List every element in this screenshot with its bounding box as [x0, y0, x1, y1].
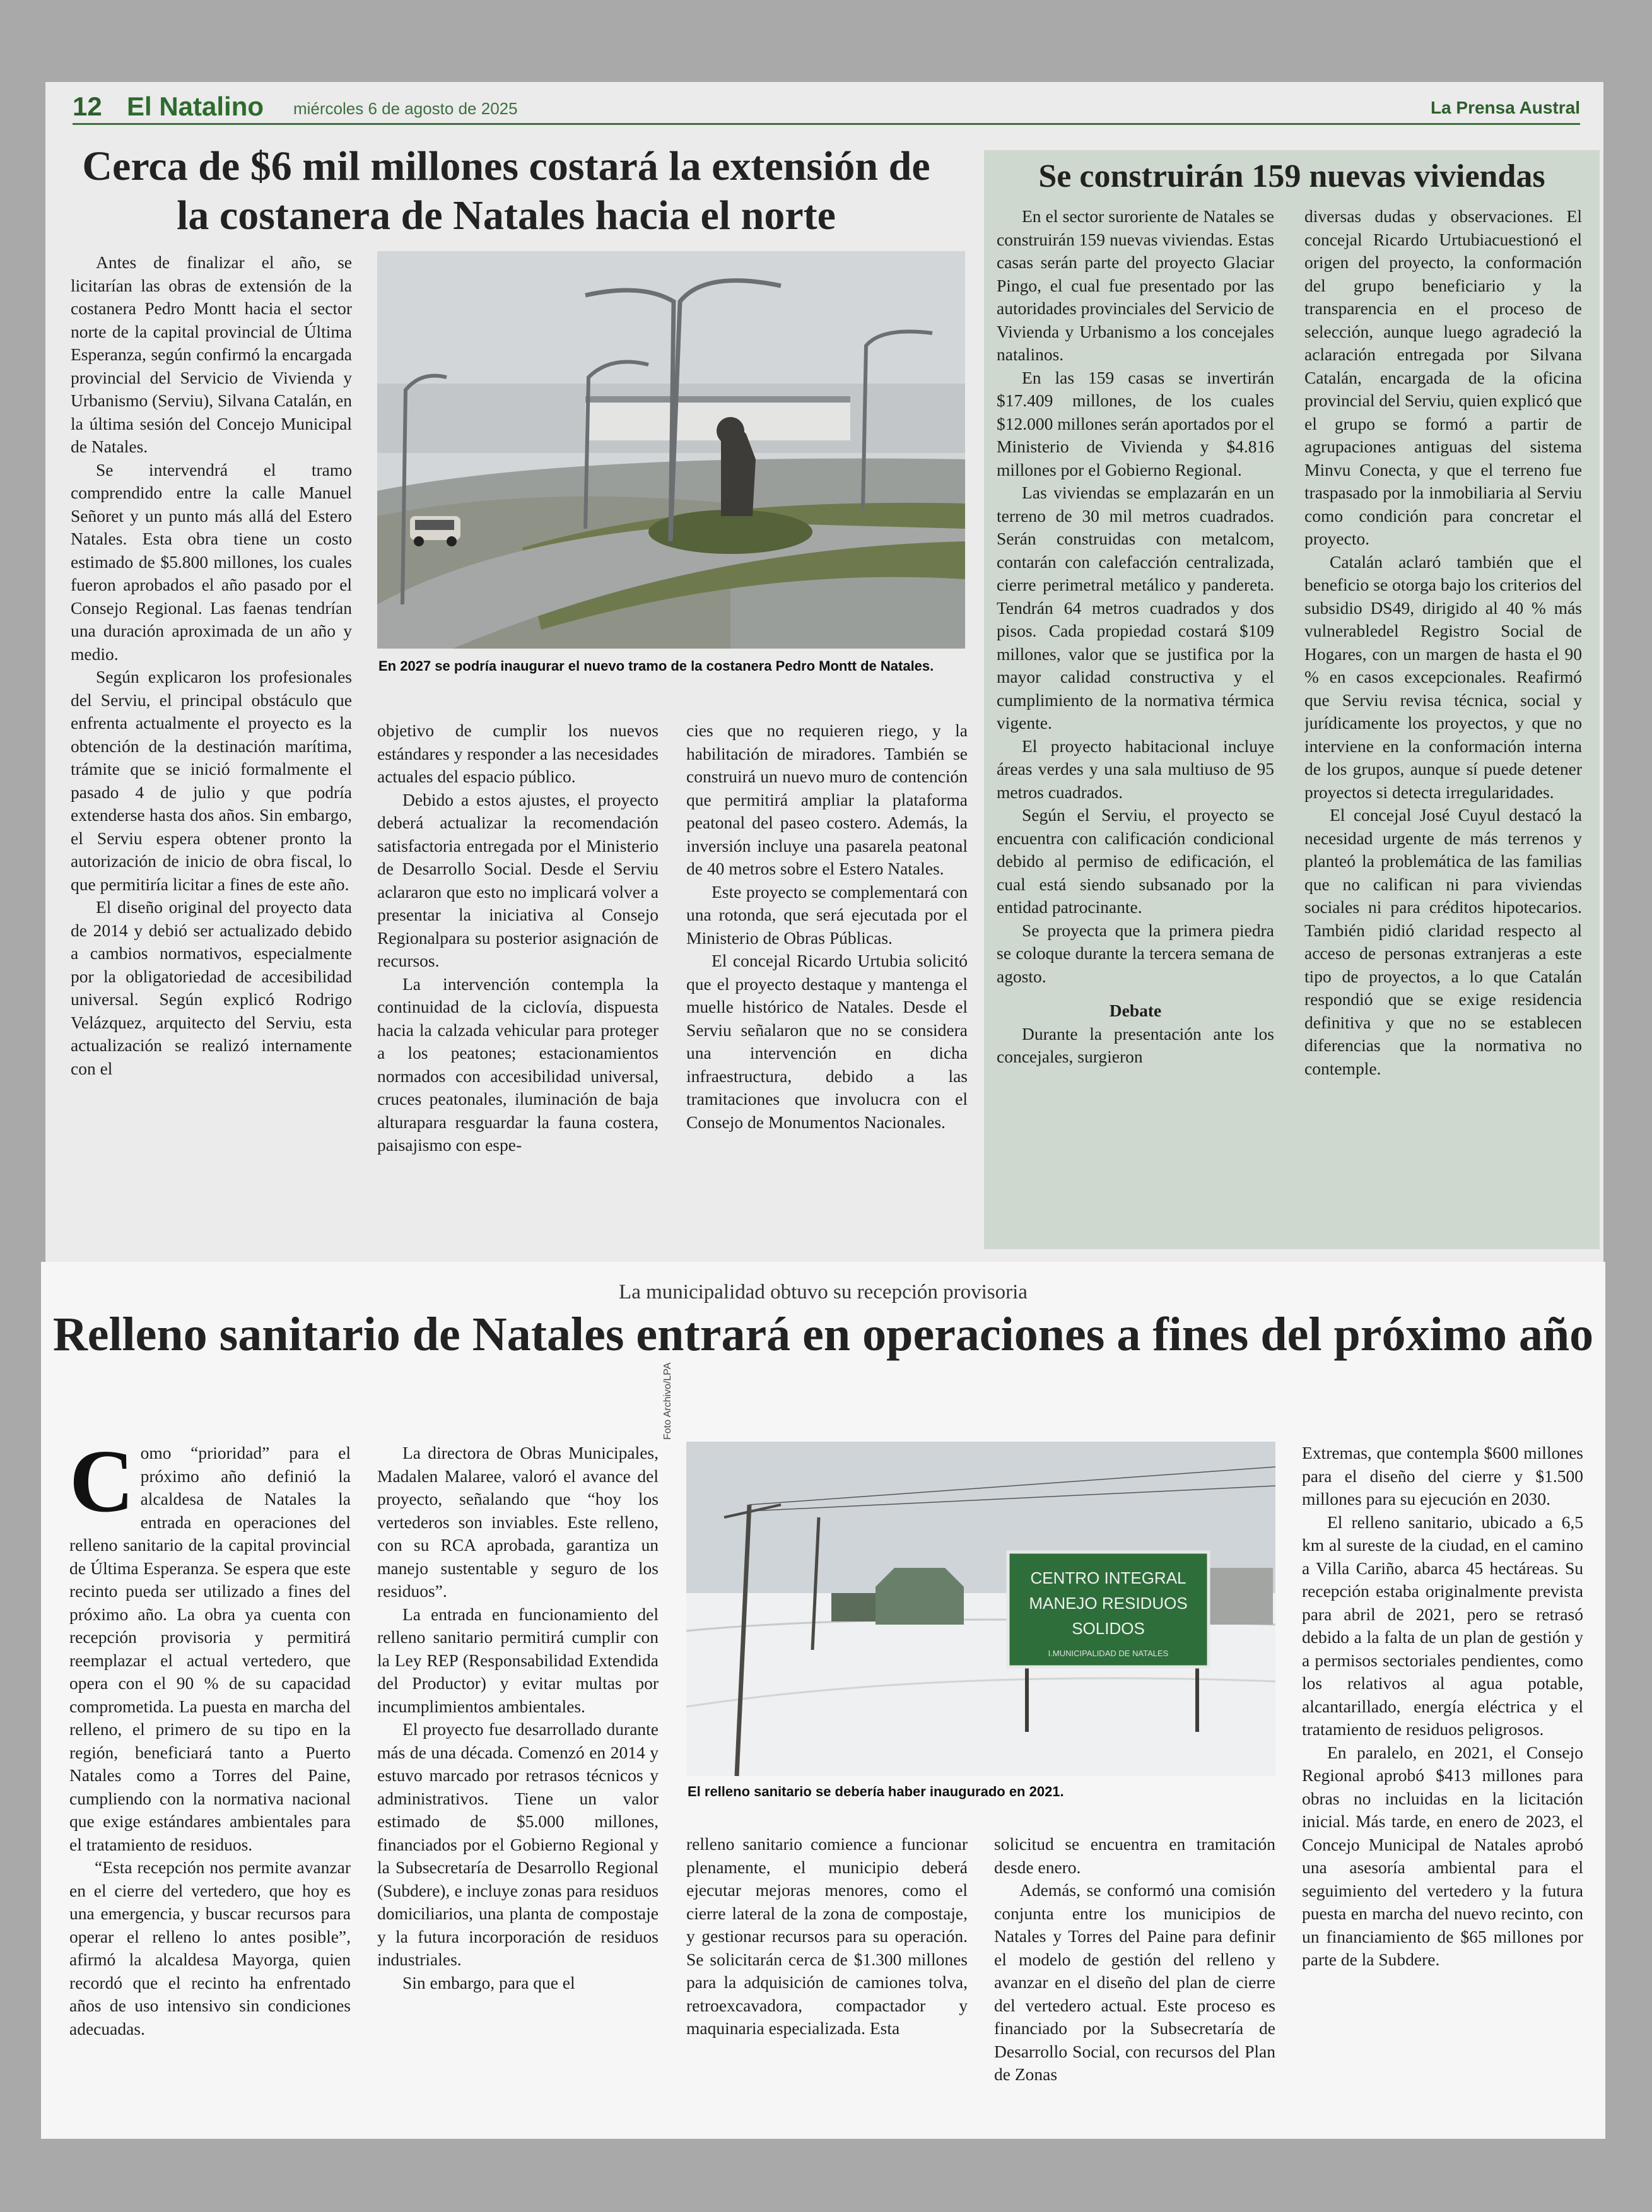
article3-column-1 — [69, 1442, 351, 2133]
article3-column-5 — [1302, 1442, 1583, 2133]
page-folio — [73, 91, 1580, 125]
article3-paragraph: En paralelo, en 2021, el Consejo Regional aprobó $413 millones para obras no incluidas en la licitación inicial. Más tarde, en enero de 2023, el Concejo Municipal de Natales aprobó una asesoría ambiental para el seguimiento del vertedero y la futura puesta en marcha del nuevo recinto, con un financiamiento de $65 millones por parte de la Subdere. — [1302, 1742, 1583, 1969]
section-name: El Natalino — [127, 91, 264, 121]
article3-kicker: La municipalidad obtuvo su recepción provisoria — [619, 1281, 1028, 1303]
article2-paragraph: En el sector suroriente de Natales se construirán 159 nuevas viviendas. Estas casas serán parte del proyecto Glaciar Pingo, el cual fue presentado por las autoridades provinciales del Servicio de Vivienda y Urbanismo a los concejales natalinos. — [997, 206, 1274, 364]
article3-headline: Relleno sanitario de Natales entrará en operaciones a fines del próximo año — [52, 1308, 1594, 1361]
article2-paragraph: El proyecto habitacional incluye áreas verdes y una sala multiuso de 95 metros cuadrados. — [997, 736, 1274, 802]
issue-date: miércoles 6 de agosto de 2025 — [293, 99, 518, 118]
article3-column-4 — [994, 1833, 1275, 2136]
article1-column-3 — [686, 719, 968, 1256]
article3-photo-caption: El relleno sanitario se debería haber inaugurado en 2021. — [688, 1784, 1064, 1799]
article3-paragraph: relleno sanitario comience a funcionar plenamente, el municipio deberá ejecutar mejoras menores, como el cierre lateral de la zona de compostaje, y gestionar recursos para su operación. Se solicitarán cerca de $1.300 millones para la adquisición de camiones tolva, retroexcavadora, compactador y maquinaria especializada. Esta — [686, 1834, 968, 2038]
article2-paragraph: Durante la presentación ante los concejales, surgieron — [997, 1023, 1274, 1066]
article2-paragraph: diversas dudas y observaciones. El concejal Ricardo Urtubiacuestionó el origen del proyecto, la conformación del grupo beneficiario y la transparencia en el proceso de selección, aunque luego agradeció la aclaración entregada por Silvana Catalán, encargada de la oficina provincial del Serviu, quien explicó que el grupo se formó a partir de agrupaciones antiguas del sistema Minvu Conecta, y que el terreno fue traspasado por la inmobiliaria al Serviu como condición para concretar el proyecto. — [1304, 206, 1582, 548]
article2-subhead: Debate — [1109, 1001, 1162, 1020]
article3-paragraph: El proyecto fue desarrollado durante más de una década. Comenzó en 2014 y estuvo marcado por retrasos técnicos y administrativos. Tiene un valor estimado de $5.000 millones, financiados por el Gobierno Regional y la Subsecretaría de Desarrollo Regional (Subdere), e incluye zonas para residuos domiciliarios, una planta de compostaje y la futura incorporación de residuos industriales. — [377, 1719, 659, 1969]
article3-paragraph: solicitud se encuentra en tramitación desde enero. — [994, 1834, 1275, 1877]
article2-column-1 — [997, 205, 1274, 1249]
article2-paragraph: Según el Serviu, el proyecto se encuentra con calificación condicional debido al permiso de edificación, el cual está siendo subsanado por la entidad patrocinante. — [997, 805, 1274, 917]
article1-paragraph: objetivo de cumplir los nuevos estándares y responder a las necesidades actuales del espacio público. — [377, 721, 659, 786]
article3-paragraph: “Esta recepción nos permite avanzar en el cierre del vertedero, que hoy es una emergencia, y buscar recursos para operar el relleno lo antes posible”, afirmó la alcaldesa Mayorga, quien recordó que el recinto ha enfrentado años de uso intensivo sin condiciones adecuadas. — [69, 1857, 351, 2038]
article3-paragraph: Además, se conformó una comisión conjunta entre los municipios de Natales y Torres del Paine para definir el modelo de gestión del relleno y avanzar en el diseño del plan de cierre del vertedero actual. Este proceso es financiado por la Subsecretaría de Desarrollo Social, con recursos del Plan de Zonas — [994, 1880, 1275, 2084]
article1-paragraph: Se intervendrá el tramo comprendido entre la calle Manuel Señoret y un punto más allá del Estero Natales. Esta obra tiene un costo estimado de $5.800 millones, los cuales fueron aprobados el año pasado por el Consejo Regional. Las faenas tendrían una duración aproximada de un año y medio. — [71, 459, 352, 664]
article2-paragraph: Se proyecta que la primera piedra se coloque durante la tercera semana de agosto. — [997, 920, 1274, 986]
sign-line-3: SOLIDOS — [1072, 1619, 1145, 1638]
article1-paragraph: La intervención contempla la continuidad de la ciclovía, dispuesta hacia la calzada vehicular para proteger a los peatones; estacionamientos normados con accesibilidad universal, cruces peatonales, iluminación de baja alturapara resguardar la fauna costera, paisajismo con espe- — [377, 974, 659, 1155]
article3-photo-credit: Foto Archivo/LPA — [662, 1362, 673, 1440]
article3-paragraph: El relleno sanitario, ubicado a 6,5 km al sureste de la ciudad, en el camino a Villa Cariño, abarca 45 hectáreas. Su recepción estaba originalmente prevista para abril de 2021, pero se retrasó debido a la falta de un plan de gestión y a permisos sectoriales pendientes, como los relativos al agua potable, alcantarillado, energía eléctrica y el tratamiento de residuos peligrosos. — [1302, 1512, 1583, 1739]
sign-line-1: CENTRO INTEGRAL — [1030, 1568, 1186, 1587]
sign-line-2: MANEJO RESIDUOS — [1029, 1594, 1188, 1613]
article1-photo — [377, 251, 965, 649]
article1-paragraph: El concejal Ricardo Urtubia solicitó que el proyecto destaque y mantenga el muelle histórico de Natales. Desde el Serviu señalaron que no se considera una intervención en dicha infraestructura, debido a las tramitaciones que involucra con el Consejo de Monumentos Nacionales. — [686, 951, 968, 1132]
article1-paragraph: Este proyecto se complementará con una rotonda, que será ejecutada por el Ministerio de Obras Públicas. — [686, 881, 968, 948]
article1-column-2 — [377, 719, 659, 1256]
sign-line-4: I.MUNICIPALIDAD DE NATALES — [1048, 1649, 1169, 1658]
article2-paragraph: Las viviendas se emplazarán en un terreno de 30 mil metros cuadrados. Serán construidas con metalcom, contarán con calefacción centralizada, cierre perimetral metálico y pandereta. Tendrán 64 metros cuadrados y dos pisos. Cada propiedad costará $109 millones, valor que se justifica por la mayor calidad constructiva y el cumplimiento de la normativa térmica vigente. — [997, 483, 1274, 732]
article2-paragraph: El concejal José Cuyul destacó la necesidad urgente de más terrenos y planteó la problemática de las familias que no califican ni para viviendas sociales ni para créditos hipotecarios. También pidió claridad respecto al acceso de personas extranjeras a este tipo de proyectos, a lo que Catalán respondió que se exige residencia definitiva y que no se establecen diferencias que la normativa no contemple. — [1304, 805, 1582, 1078]
article3-dropcap: C — [69, 1442, 134, 1531]
article1-paragraph: cies que no requieren riego, y la habilitación de miradores. También se construirá un nuevo muro de contención que permitirá ampliar la plataforma peatonal del paseo costero. Además, la inversión incluye una pasarela peatonal de 40 metros sobre el Estero Natales. — [686, 721, 968, 878]
article3-paragraph: Extremas, que contempla $600 millones para el diseño del cierre y $1.500 millones para su ejecución en 2030. — [1302, 1443, 1583, 1509]
article1-paragraph: Según explicaron los profesionales del Serviu, el principal obstáculo que enfrenta actualmente el proyecto es la obtención de la destinación marítima, trámite que se inició formalmente el pasado 4 de julio y que podría extenderse hasta dos años. Sin embargo, el Serviu espera obtener pronto la autorización de inicio de obra fiscal, lo que permitiría licitar a fines de este año. — [71, 667, 352, 894]
article3-photo — [686, 1442, 1275, 1776]
article2-headline: Se construirán 159 nuevas viviendas — [1038, 158, 1545, 194]
article1-paragraph: Antes de finalizar el año, se licitarían las obras de extensión de la costanera Pedro Montt hacia el sector norte de la capital provincial de Última Esperanza, según confirmó la encargada provincial del Servicio de Vivienda y Urbanismo (Serviu), Silvana Catalán, en la última sesión del Concejo Municipal de Natales. — [71, 252, 352, 456]
article3-paragraph: La directora de Obras Municipales, Madalen Malaree, valoró el avance del proyecto, señalando que “hoy los vertederos son inviables. Este relleno, con su RCA aprobada, garantiza un manejo sustentable y seguro de los residuos”. — [377, 1443, 659, 1601]
article1-paragraph: El diseño original del proyecto data de 2014 y debió ser actualizado debido a cambios normativos, especialmente por la obligatoriedad de accesibilidad universal. Según explicó Rodrigo Velázquez, arquitecto del Serviu, esta actualización se realizó internamente con el — [71, 897, 352, 1078]
article3-paragraph: omo “prioridad” para el próximo año definió la alcaldesa de Natales la entrada en operaciones del relleno sanitario de la capital provincial de Última Esperanza. Se espera que este recinto pueda ser utilizado a fines del próximo año. La obra ya cuenta con recepción provisoria y permitirá reemplazar el actual vertedero, que opera con el 90 % de su capacidad comprometida. La puesta en marcha del relleno, el primero de su tipo en la región, beneficiará tanto a Puerto Natales como a Torres del Paine, cumpliendo con la normativa nacional que exige estándares ambientales para el tratamiento de residuos. — [69, 1443, 351, 1854]
article3-paragraph: La entrada en funcionamiento del relleno sanitario permitirá cumplir con la Ley REP (Responsabilidad Extendida del Productor) y evitar multas por incumplimientos ambientales. — [377, 1604, 659, 1716]
article3-column-2 — [377, 1442, 659, 2133]
article2-paragraph: Catalán aclaró también que el beneficio se otorga bajo los criterios del subsidio DS49, dirigido al 40 % más vulnerabledel Registro Social de Hogares, con un margen de hasta el 90 % en casos excepcionales. Reafirmó que Serviu revisa técnica, social y jurídicamente los proyectos, y que no interviene en la conformación interna de los grupos, aunque sí puede detener proyectos si detecta irregularidades. — [1304, 551, 1582, 802]
article1-photo-caption: En 2027 se podría inaugurar el nuevo tramo de la costanera Pedro Montt de Natales. — [378, 658, 934, 674]
article2-paragraph: En las 159 casas se invertirán $17.409 millones, de los cuales $12.000 millones serán aportados por el Ministerio de Vivienda y $4.816 millones por el Gobierno Regional. — [997, 367, 1274, 479]
newspaper-brand: La Prensa Austral — [1430, 98, 1580, 117]
article3-column-3 — [686, 1833, 968, 2136]
article1-column-1 — [71, 251, 352, 1254]
article1-headline: Cerca de $6 mil millones costará la extensión de la costanera de Natales hacia el norte — [82, 143, 930, 238]
article3-paragraph: Sin embargo, para que el — [402, 1972, 575, 1992]
article1-paragraph: Debido a estos ajustes, el proyecto deberá actualizar la recomendación satisfactoria entregada por el Ministerio de Desarrollo Social. Desde el Serviu aclararon que esto no implicará volver a presentar la iniciativa al Consejo Regionalpara su posterior asignación de recursos. — [377, 789, 659, 970]
page-number: 12 — [73, 91, 102, 121]
article2-column-2 — [1304, 205, 1582, 1249]
